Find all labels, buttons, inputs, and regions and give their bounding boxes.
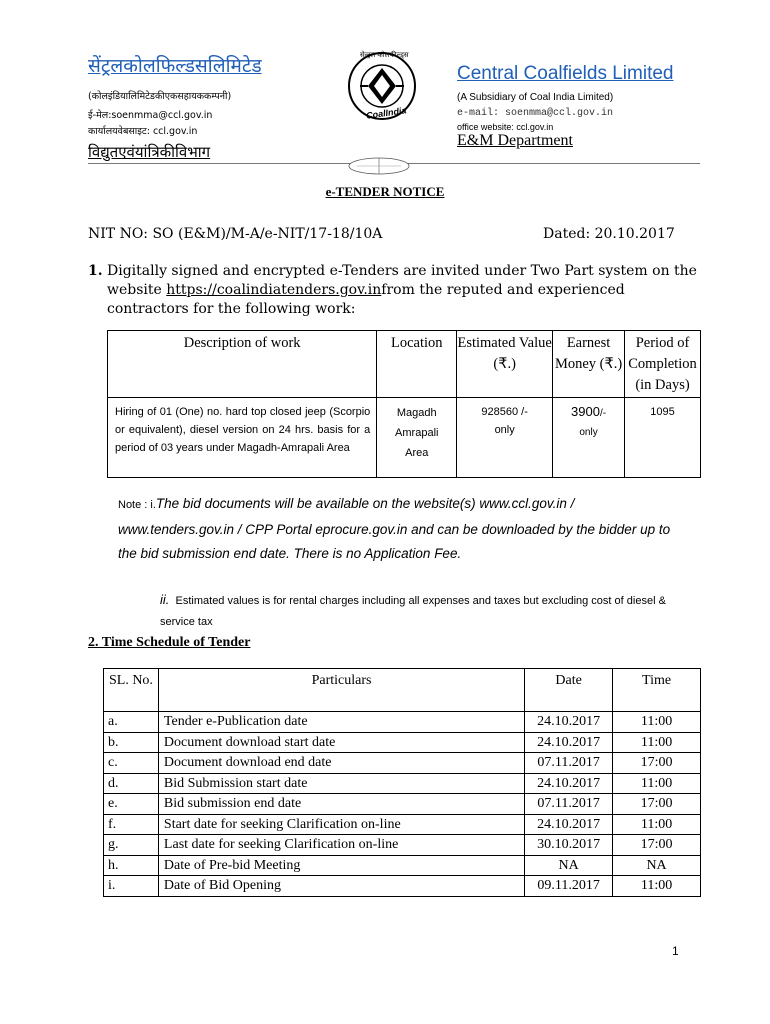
table-row [104, 855, 701, 876]
schedule-time: 11:00 [613, 732, 701, 753]
paragraph-number: 1. [88, 263, 103, 279]
schedule-particulars: Bid Submission start date [158, 773, 524, 794]
schedule-date: 24.10.2017 [525, 814, 613, 835]
department-title: E&M Department [457, 132, 573, 149]
schedule-particulars: Document download start date [158, 732, 524, 753]
schedule-date: 24.10.2017 [525, 773, 613, 794]
schedule-time: 17:00 [613, 794, 701, 815]
schedule-sl: d. [104, 773, 159, 794]
subsidiary-line: (A Subsidiary of Coal India Limited) [457, 92, 614, 103]
schedule-particulars: Tender e-Publication date [158, 712, 524, 733]
hindi-website-line: कार्यालयवेबसाइट: ccl.gov.in [88, 126, 198, 137]
hindi-company-name: सेंट्रलकोलफिल्डसलिमिटेड [88, 55, 262, 77]
note-ii-label: ii. [160, 592, 170, 607]
schedule-time: 11:00 [613, 773, 701, 794]
schedule-header-sl: SL. No. [104, 669, 159, 712]
table-row [104, 712, 701, 733]
schedule-date: 09.11.2017 [525, 876, 613, 897]
header-estimated-value: Estimated Value (₹.) [457, 331, 553, 398]
nit-number: NIT NO: SO (E&M)/M-A/e-NIT/17-18/10A [88, 226, 383, 242]
section-2-title: 2. Time Schedule of Tender [88, 635, 251, 650]
table-row [104, 835, 701, 856]
table-row [104, 814, 701, 835]
schedule-particulars: Bid submission end date [158, 794, 524, 815]
note-lead: Note : i. [118, 499, 156, 511]
earnest-money-suffix: /- [599, 408, 607, 419]
earnest-money [553, 398, 625, 478]
hindi-department: विद्युतएवंयांत्रिकीविभाग [88, 143, 211, 161]
note-ii-text: Estimated values is for rental charges including all expenses and taxes but excluding cost of diesel & service tax [160, 595, 666, 628]
table-row [104, 773, 701, 794]
work-location: Magadh Amrapali Area [377, 398, 457, 478]
schedule-date: 07.11.2017 [525, 794, 613, 815]
table-row [104, 876, 701, 897]
schedule-header-particulars: Particulars [158, 669, 524, 712]
page-number: 1 [672, 944, 679, 958]
note-ii [160, 589, 680, 633]
schedule-sl: g. [104, 835, 159, 856]
schedule-particulars: Date of Pre-bid Meeting [158, 855, 524, 876]
work-details-table [107, 330, 701, 478]
company-name: Central Coalfields Limited [457, 63, 674, 84]
paragraph-text [107, 262, 707, 319]
table-row [104, 732, 701, 753]
hindi-email-line: ई-मेल:soenmma@ccl.gov.in [88, 110, 213, 121]
schedule-date: NA [525, 855, 613, 876]
work-description: Hiring of 01 (One) no. hard top closed jeep (Scorpio or equivalent), diesel version on 24 hrs. basis for a period of 03 years under Magadh-Amrapali Area [108, 398, 377, 478]
table-row [104, 753, 701, 774]
ashoka-emblem-icon [345, 157, 413, 177]
schedule-time: NA [613, 855, 701, 876]
schedule-table [103, 668, 701, 897]
schedule-particulars: Date of Bid Opening [158, 876, 524, 897]
schedule-sl: a. [104, 712, 159, 733]
schedule-sl: h. [104, 855, 159, 876]
schedule-sl: i. [104, 876, 159, 897]
schedule-particulars: Start date for seeking Clarification on-line [158, 814, 524, 835]
header-earnest-money: Earnest Money (₹.) [553, 331, 625, 398]
schedule-particulars: Document download end date [158, 753, 524, 774]
schedule-sl: f. [104, 814, 159, 835]
logo-hindi-text: सेन्ट्रल कोलफील्ड्स [360, 51, 409, 59]
schedule-time: 17:00 [613, 753, 701, 774]
note-i [118, 492, 688, 567]
tender-portal-link[interactable]: https://coalindiatenders.gov.in [166, 282, 382, 298]
schedule-sl: c. [104, 753, 159, 774]
header-location: Location [377, 331, 457, 398]
coal-india-logo [346, 50, 418, 130]
schedule-time: 11:00 [613, 876, 701, 897]
schedule-sl: e. [104, 794, 159, 815]
schedule-sl: b. [104, 732, 159, 753]
header-period: Period of Completion (in Days) [625, 331, 701, 398]
schedule-header-time: Time [613, 669, 701, 712]
schedule-rows [104, 712, 701, 897]
email-line: e-mail: soenmma@ccl.gov.in [457, 108, 614, 119]
completion-period: 1095 [625, 398, 701, 478]
paragraph-text-end: from the reputed and experienced contractors for the following work: [107, 282, 625, 317]
earnest-money-amount: 3900 [571, 404, 600, 419]
header-description: Description of work [108, 331, 377, 398]
schedule-time: 11:00 [613, 814, 701, 835]
website-line: office website: ccl.gov.in [457, 122, 554, 132]
schedule-header-date: Date [525, 669, 613, 712]
logo-english-text: CoalIndia [365, 105, 408, 121]
table-row [104, 794, 701, 815]
schedule-particulars: Last date for seeking Clarification on-line [158, 835, 524, 856]
schedule-date: 07.11.2017 [525, 753, 613, 774]
note-i-text: The bid documents will be available on the website(s) www.ccl.gov.in / www.tenders.gov.in / CPP Portal eprocure.gov.in and can be downloaded by the bidder up to the bid submission end date. There is no Application Fee. [118, 496, 671, 561]
schedule-time: 11:00 [613, 712, 701, 733]
schedule-date: 24.10.2017 [525, 712, 613, 733]
estimated-value: 928560 /- only [457, 398, 553, 478]
schedule-date: 30.10.2017 [525, 835, 613, 856]
schedule-date: 24.10.2017 [525, 732, 613, 753]
notice-date: Dated: 20.10.2017 [543, 226, 675, 242]
earnest-money-only: only [579, 427, 598, 438]
paragraph-text-start: Digitally signed and encrypted e-Tenders are invited under Two Part system on the website [107, 263, 697, 298]
hindi-subsidiary-line: (कोलइंडियालिमिटेडकीएकसहायककम्पनी) [88, 91, 232, 102]
notice-title: e-TENDER NOTICE [325, 184, 445, 199]
schedule-time: 17:00 [613, 835, 701, 856]
